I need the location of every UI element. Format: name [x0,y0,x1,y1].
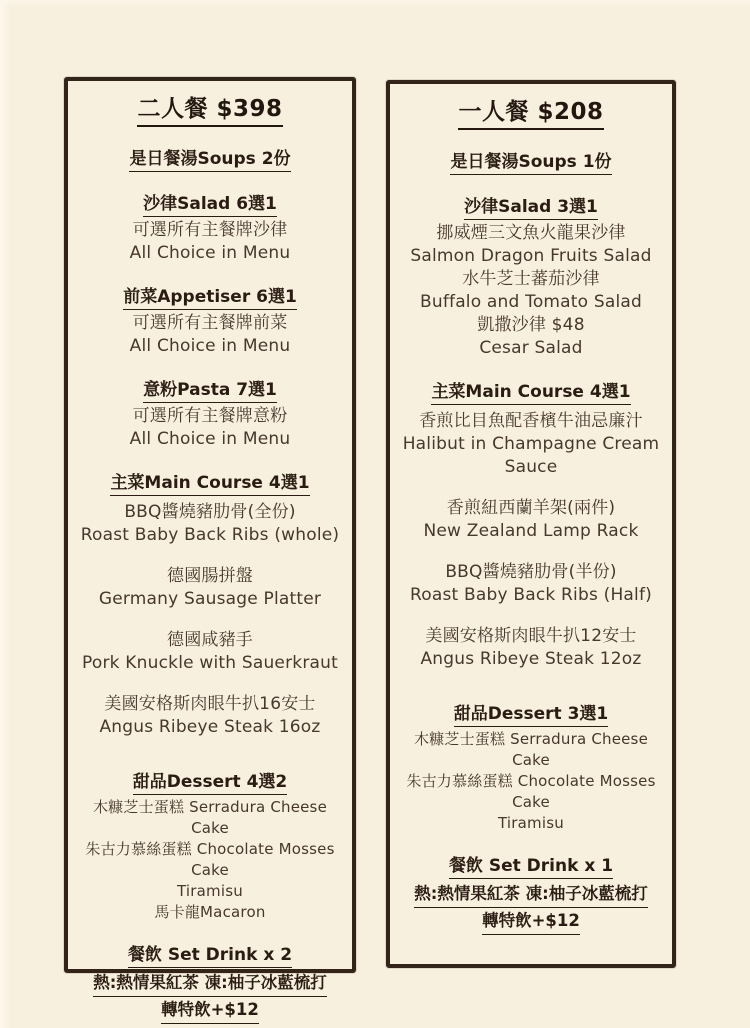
menu-line-zh: 美國安格斯肉眼牛扒12安士 [425,626,637,646]
menu-line: All Choice in Menu [129,336,291,356]
menu-line: 朱古力慕絲蛋糕 Chocolate Mosses Cake [406,772,656,811]
menu-title-one-person: 一人餐 $208 [402,98,660,130]
menu-line: Tiramisu [177,882,243,900]
section-heading-soups: 是日餐湯Soups 2份 [80,148,340,172]
section-heading-dessert: 甜品Dessert 3選1 [402,703,660,727]
main-course-items [80,501,340,739]
section-salad [402,196,660,360]
page-edge-highlight [0,0,10,1028]
menu-line-zh: 德國腸拼盤 [167,566,253,586]
menu-line: 可選所有主餐牌沙律 [132,220,288,240]
section-heading-set-drink: 餐飲 Set Drink x 2 [80,944,340,968]
menu-line: 馬卡龍Macaron [154,903,266,921]
page-edge-highlight-top [0,0,750,7]
menu-line-en: Angus Ribeye Steak 12oz [420,649,642,669]
section-heading-set-drink: 餐飲 Set Drink x 1 [402,855,660,879]
section-salad [80,193,340,265]
menu-line-zh: 香煎紐西蘭羊架(兩件) [446,498,616,518]
section-dessert [80,771,340,923]
menu-item [402,625,660,671]
menu-item [80,693,340,739]
drink-upgrade-line: 轉特飲+$12 [402,908,660,935]
menu-line-en: Pork Knuckle with Sauerkraut [82,653,338,673]
menu-line-en: Germany Sausage Platter [98,589,322,609]
menu-item [402,410,660,479]
menu-item [80,629,340,675]
menu-line-en: Salmon Dragon Fruits Salad [410,246,652,266]
section-heading-appetiser: 前菜Appetiser 6選1 [80,286,340,310]
section-soups [80,148,340,172]
menu-line-en: Angus Ribeye Steak 16oz [99,717,321,737]
menu-line-en: Halibut in Champagne Cream Sauce [402,434,660,477]
section-heading-salad: 沙律Salad 3選1 [402,196,660,220]
menu-line: All Choice in Menu [129,429,291,449]
section-main-course [402,381,660,671]
drink-upgrade-line: 轉特飲+$12 [80,997,340,1024]
menu-title-two-person: 二人餐 $398 [80,95,340,127]
section-heading-main-course: 主菜Main Course 4選1 [80,472,340,496]
menu-line: 木糠芝士蛋糕 Serradura Cheese Cake [413,730,649,769]
menu-item [402,497,660,543]
section-pasta [80,379,340,451]
menu-line-zh: 挪威煙三文魚火龍果沙律 [436,223,626,243]
menu-content [68,81,352,1024]
menu-line-zh: 香煎比目魚配香檳牛油忌廉汁 [419,411,643,431]
menu-item [80,565,340,611]
section-soups [402,151,660,175]
menu-line: 朱古力慕絲蛋糕 Chocolate Mosses Cake [85,840,335,879]
section-heading-main-course: 主菜Main Course 4選1 [402,381,660,405]
menu-line-zh: 水牛芝士蕃茄沙律 [462,269,600,289]
section-set-drink [80,944,340,1024]
section-appetiser [80,286,340,358]
menu-line-en: New Zealand Lamp Rack [423,521,639,541]
menu-line-zh: BBQ醬燒豬肋骨(半份) [445,562,617,582]
menu-line: All Choice in Menu [129,243,291,263]
section-heading-salad: 沙律Salad 6選1 [80,193,340,217]
menu-line-zh: 凱撒沙律 $48 [477,315,585,335]
one-person-set-menu-card [386,80,676,968]
two-person-set-menu-card [64,77,356,1019]
menu-line: 木糠芝士蛋糕 Serradura Cheese Cake [92,798,328,837]
menu-line-en: Roast Baby Back Ribs (whole) [80,525,340,545]
menu-item [80,501,340,547]
section-heading-pasta: 意粉Pasta 7選1 [80,379,340,403]
menu-line-en: Roast Baby Back Ribs (Half) [410,585,652,605]
section-heading-soups: 是日餐湯Soups 1份 [402,151,660,175]
menu-line: Tiramisu [498,814,564,832]
drink-option-line: 熱:熱情果紅茶 凍:柚子冰藍梳打 [402,881,660,908]
menu-line-en: Cesar Salad [479,338,583,358]
menu-content [390,84,672,935]
section-dessert [402,703,660,834]
menu-line-zh: BBQ醬燒豬肋骨(全份) [124,502,296,522]
section-main-course [80,472,340,739]
main-course-items [402,410,660,671]
menu-line: 可選所有主餐牌前菜 [132,313,288,333]
section-set-drink [402,855,660,935]
menu-line-zh: 德國咸豬手 [167,630,253,650]
menu-line-zh: 美國安格斯肉眼牛扒16安士 [104,694,316,714]
drink-option-line: 熱:熱情果紅茶 凍:柚子冰藍梳打 [80,970,340,997]
section-heading-dessert: 甜品Dessert 4選2 [80,771,340,795]
menu-line: 可選所有主餐牌意粉 [132,406,288,426]
menu-line-en: Buffalo and Tomato Salad [419,292,643,312]
menu-item [402,561,660,607]
